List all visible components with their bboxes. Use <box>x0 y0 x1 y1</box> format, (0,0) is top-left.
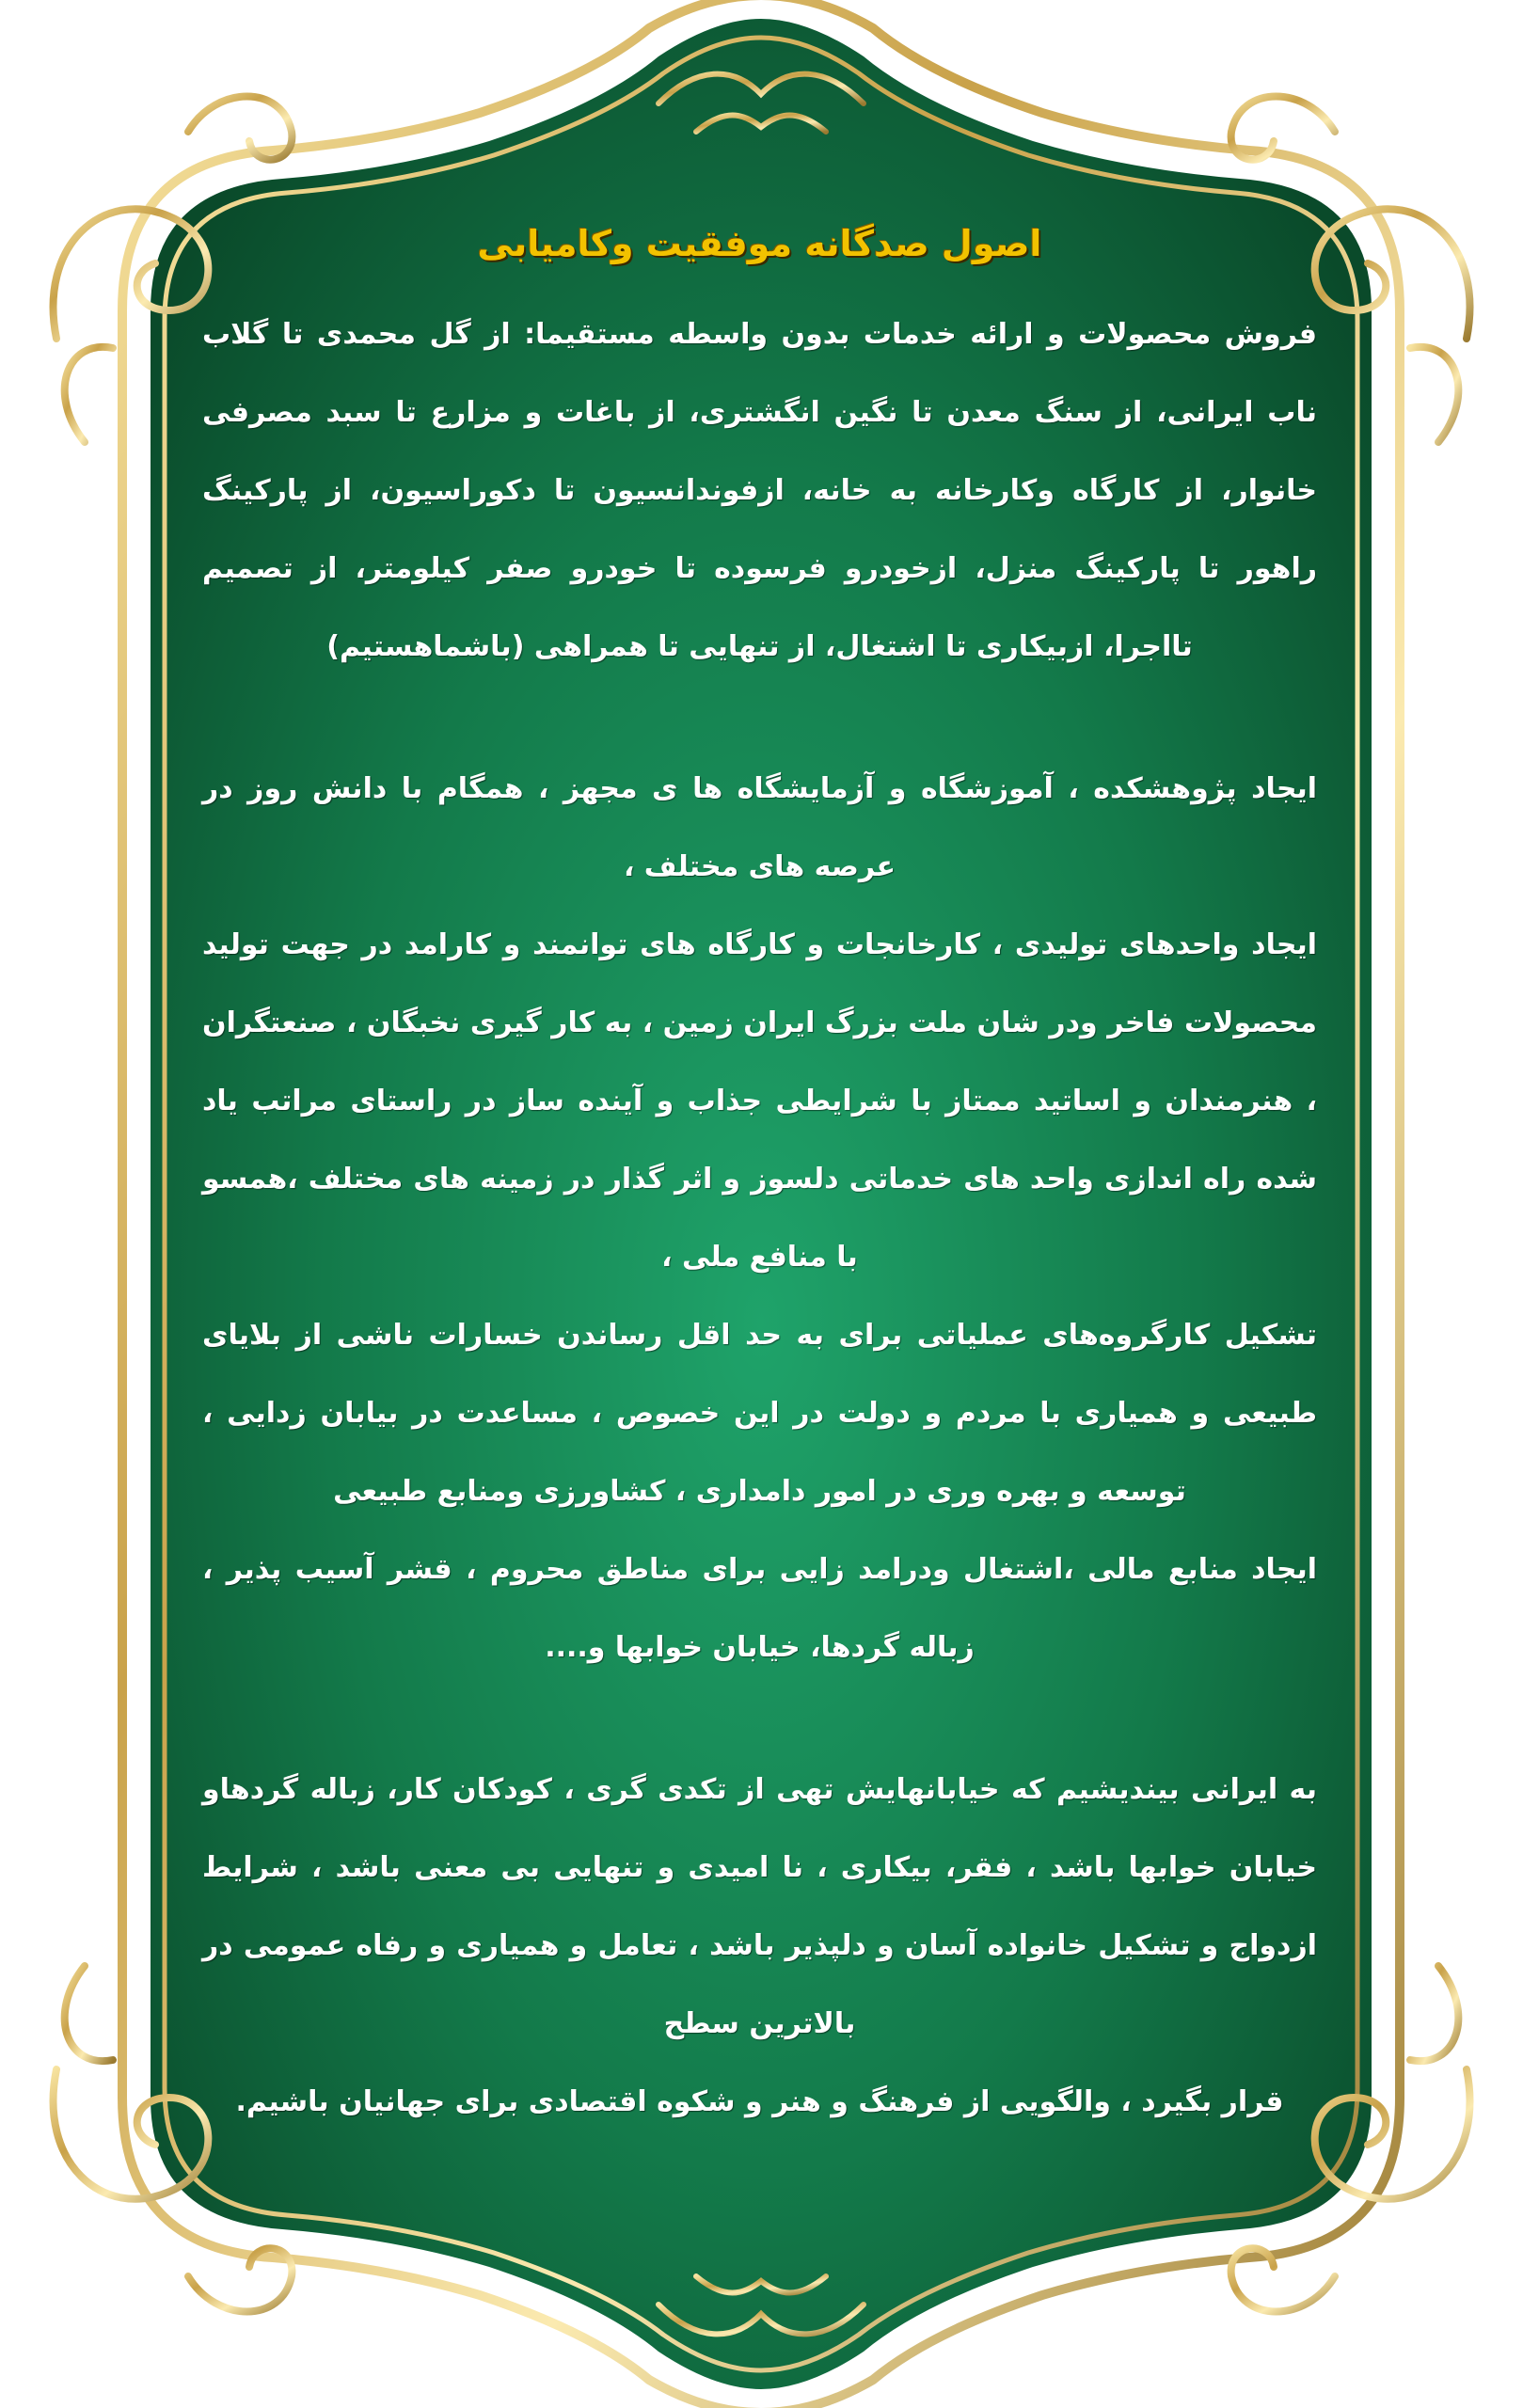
paragraph-vision: به ایرانی بیندیشیم که خیابانهایش تهی از تکدی گری ، کودکان کار، زباله گردهاو خیابان خوابها باشد ، فقر، بیکاری ، نا امیدی و تنهایی بی معنی باشد ، شرایط ازدواج و تشکیل خانواده آسان و دلپذیر باشد ، تعامل و همیاری و رفاه عمومی در بالاترین سطح <box>202 1773 1317 2041</box>
spacer <box>202 1687 1317 1751</box>
paragraph-finance: ایجاد منابع مالی ،اشتغال ودرامد زایی برای مناطق محروم ، قشر آسیب پذیر ، زباله گردها، خیابان خوابها و.... <box>202 1553 1317 1665</box>
page-title: اصول صدگانه موفقیت وکامیابی <box>477 223 1042 264</box>
paragraph-disaster: تشکیل کارگروه‌های عملیاتی برای به حد اقل رساندن خسارات ناشی از بلایای طبیعی و همیاری با مردم و دولت در این خصوص ، مساعدت در بیابان زدایی ، توسعه و بهره وری در امور دامداری ، کشاورزی ومنابع طبیعی <box>202 1319 1317 1509</box>
content-area <box>202 202 1317 2300</box>
paragraph-direct-sales: فروش محصولات و ارائه خدمات بدون واسطه مستقیما: از گل محمدی تا گلاب ناب ایرانی، از سنگ معدن تا نگین انگشتری، از باغات و مزارع تا سبد مصرفی خانوار، از کارگاه وکارخانه به خانه، ازفوندانسیون تا دکوراسیون، از پارکینگ راهور تا پارکینگ منزل، ازخودرو فرسوده تا خودرو صفر کیلومتر، از تصمیم تااجرا، ازبیکاری تا اشتغال، از تنهایی تا همراهی (باشماهستیم) <box>202 318 1317 664</box>
paragraph-closing: قرار بگیرد ، والگویی از فرهنگ و هنر و شکوه اقتصادی برای جهانیان باشیم. <box>235 2085 1284 2119</box>
paragraph-research: ایجاد پژوهشکده ، آموزشگاه و آزمایشگاه ها ی مجهز ، همگام با دانش روز در عرصه های مختلف ، <box>202 772 1317 884</box>
spacer <box>202 686 1317 750</box>
paragraph-production: ایجاد واحدهای تولیدی ، کارخانجات و کارگاه های توانمند و کارامد در جهت تولید محصولات فاخر ودر شان ملت بزرگ ایران زمین ، به کار گیری نخبگان ، صنعتگران ، هنرمندان و اساتید ممتاز با شرایطی جذاب و آینده ساز در راستای مراتب یاد شده راه اندازی واحد های خدماتی دلسوز و اثر گذار در زمینه های مختلف ،همسو با منافع ملی ، <box>202 928 1317 1275</box>
